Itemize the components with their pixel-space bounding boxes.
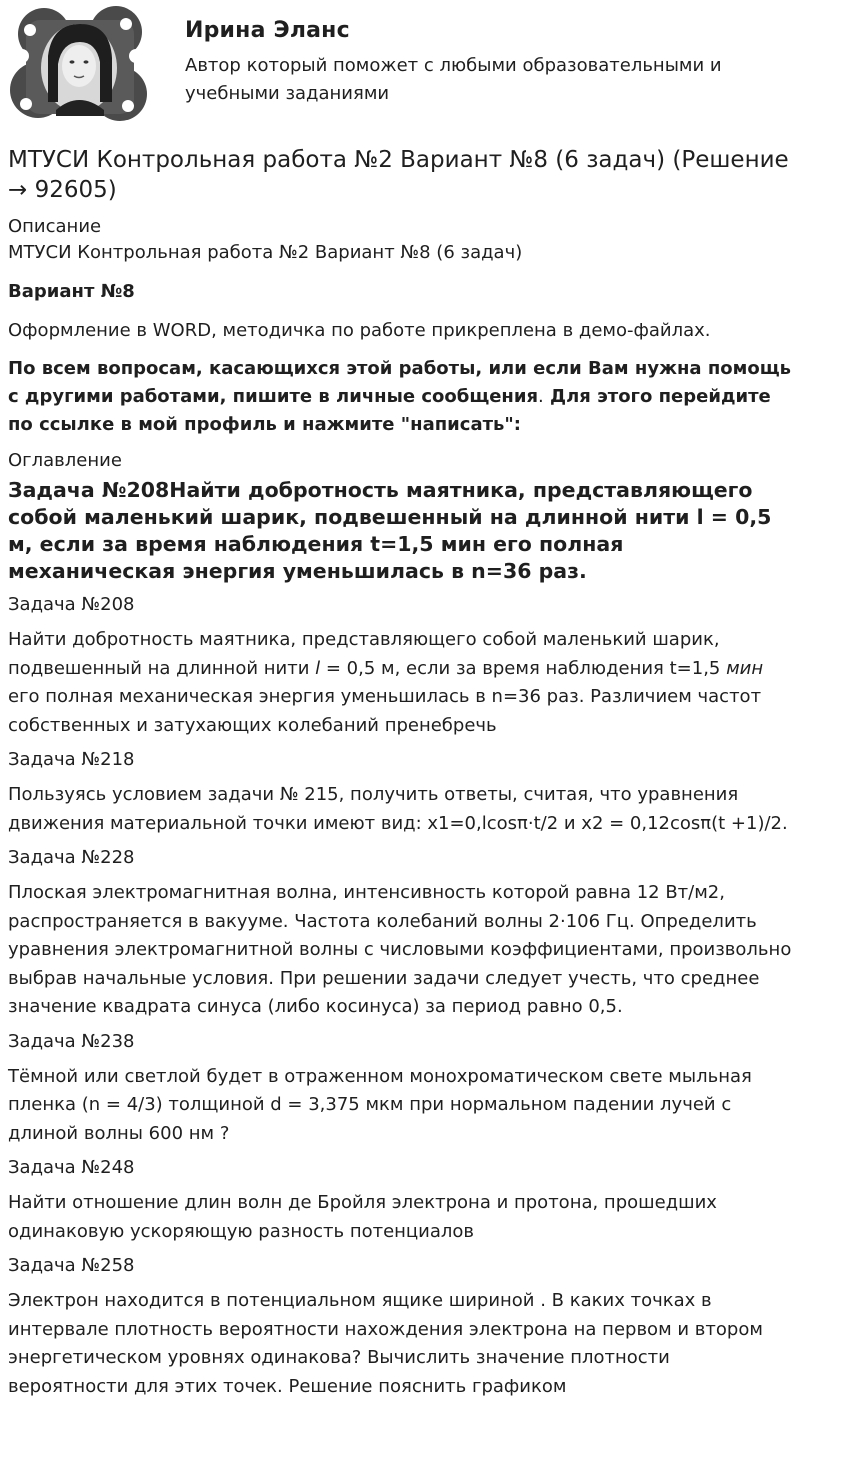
author-description-line: учебными заданиями [185, 83, 390, 104]
contact-text: Для этого перейдите [543, 386, 771, 407]
task-label: Задача №238 [8, 1030, 135, 1052]
task-line: Электрон находится в потенциальном ящике шириной . В каких точках в [8, 1290, 712, 1311]
task-text [8, 879, 838, 1022]
task-label: Задача №208 [8, 594, 135, 615]
task-line: Найти отношение длин волн де Бройля электрона и протона, прошедших [8, 1192, 717, 1213]
task-line: распространяется в вакууме. Частота колебаний волны 2·106 Гц. Определить [8, 910, 757, 932]
author-avatar[interactable] [8, 6, 150, 126]
format-note: Оформление в WORD, методичка по работе прикреплена в демо-файлах. [8, 320, 711, 341]
task-line-part: = 0,5 м, если за время наблюдения t=1,5 [320, 657, 727, 679]
author-description [185, 52, 805, 108]
contact-period: . [538, 386, 544, 407]
task-line: Найти добротность маятника, представляющего собой маленький шарик, [8, 629, 720, 650]
work-content [8, 145, 838, 1401]
toc-heading-line: собой маленький шарик, подвешенный на длинной нити l = 0,5 [8, 505, 772, 529]
contact-line: По всем вопросам, касающихся этой работы, или если Вам нужна помощь [8, 358, 791, 379]
task-line: Пользуясь условием задачи № 215, получить ответы, считая, что уравнения [8, 784, 739, 805]
task-line [8, 655, 838, 684]
task-label: Задача №218 [8, 749, 135, 770]
toc-heading-line: Задача №208Найти добротность маятника, представляющего [8, 478, 753, 502]
contact-line: по ссылке в мой профиль и нажмите "написать": [8, 414, 521, 435]
page-title-line: → 92605) [8, 177, 117, 203]
author-name[interactable]: Ирина Эланс [185, 18, 350, 43]
task-line: Тёмной или светлой будет в отраженном монохроматическом свете мыльная [8, 1065, 752, 1087]
task-label: Задача №248 [8, 1157, 135, 1178]
task-line: пленка (n = 4/3) толщиной d = 3,375 мкм при нормальном падении лучей с [8, 1094, 732, 1115]
task-line: длиной волны 600 нм ? [8, 1122, 230, 1144]
task-line-italic: мин [726, 657, 764, 679]
task-line: вероятности для этих точек. Решение пояснить графиком [8, 1375, 567, 1397]
task-line: уравнения электромагнитной волны с числовыми коэффициентами, произвольно [8, 939, 792, 960]
task-line: одинаковую ускоряющую разность потенциалов [8, 1220, 475, 1242]
variant-heading: Вариант №8 [8, 281, 135, 302]
contact-line [8, 383, 838, 411]
task-line: собственных и затухающих колебаний пренебречь [8, 714, 497, 736]
task-label: Задача №228 [8, 847, 135, 868]
task-text [8, 1063, 838, 1149]
task-line: интервале плотность вероятности нахождения электрона на первом и втором [8, 1318, 763, 1340]
page-title [8, 145, 838, 205]
author-description-line: Автор который поможет с любыми образовательными и [185, 55, 722, 76]
task-text [8, 626, 838, 740]
contact-note [8, 355, 838, 439]
description-text: МТУСИ Контрольная работа №2 Вариант №8 (6 задач) [8, 242, 523, 263]
task-text [8, 781, 838, 838]
task-line: значение квадрата синуса (либо косинуса) за период равно 0,5. [8, 996, 623, 1017]
task-line-part: подвешенный на длинной нити [8, 657, 316, 679]
task-line: движения материальной точки имеют вид: x1=0,lcosπ·t/2 и x2 = 0,12cosπ(t +1)/2. [8, 812, 788, 834]
description-label: Описание [8, 216, 102, 237]
task-line: энергетическом уровнях одинакова? Вычислить значение плотности [8, 1347, 670, 1368]
author-card [8, 6, 838, 128]
contact-text: с другими работами, пишите в личные сообщения [8, 386, 539, 407]
task-line-italic: l [315, 657, 321, 679]
toc-heading-line: механическая энергия уменьшилась в n=36 раз. [8, 559, 587, 583]
toc-label: Оглавление [8, 450, 122, 471]
task-text [8, 1189, 838, 1246]
task-line: выбрав начальные условия. При решении задачи следует учесть, что среднее [8, 967, 760, 989]
task-text [8, 1287, 838, 1401]
page-title-line: МТУСИ Контрольная работа №2 Вариант №8 (6 задач) (Решение [8, 147, 789, 173]
task-line: его полная механическая энергия уменьшилась в n=36 раз. Различием частот [8, 686, 762, 707]
task-line: Плоская электромагнитная волна, интенсивность которой равна 12 Вт/м2, [8, 882, 725, 903]
toc-heading-line: м, если за время наблюдения t=1,5 мин его полная [8, 532, 624, 556]
toc-heading[interactable] [8, 477, 838, 585]
task-label: Задача №258 [8, 1255, 135, 1276]
